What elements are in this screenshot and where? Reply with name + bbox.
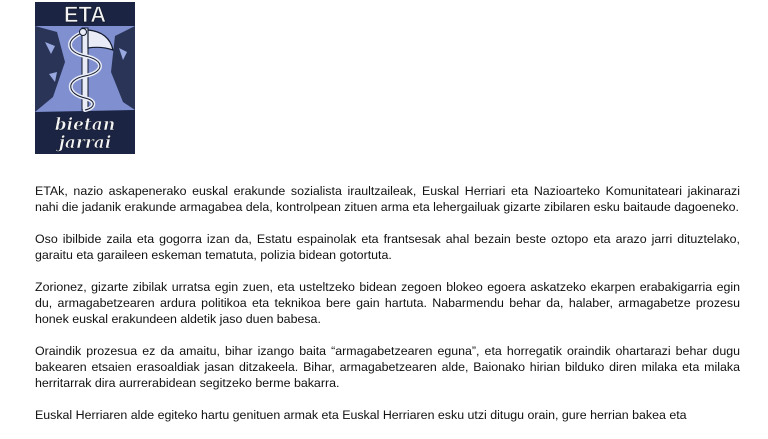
paragraph-1: ETAk, nazio askapenerako euskal erakunde sozialista iraultzaileak, Euskal Herriari eta Nazioarteko Komunitateari jakinarazi nahi die jadanik erakunde armagabea dela, kontrolpean zituen arma eta lehergailuak gizarte zibilaren esku baitaude dagoeneko.: [35, 184, 740, 214]
logo-motto-line1: bietan: [54, 115, 116, 135]
paragraph-2: Oso ibilbide zaila eta gogorra izan da, Estatu espainolak eta frantsesak ahal bezain beste oztopo eta arazo jarri dituztelako, garaitu eta garaileen eskeman tematuta, polizia bidean gotortuta.: [35, 232, 740, 262]
eta-logo: [35, 2, 135, 154]
paragraph-4: Oraindik prozesua ez da amaitu, bihar izango baita “armagabetzearen eguna”, eta horregatik oraindik ohartarazi behar dugu bakearen etsaien erasoaldiak jasan ditzakeela. Bihar, armagabetzearen alde, Baionako hirian bilduko diren milaka eta milaka herritarrak dira aurrerabidean segitzeko berme bakarra.: [35, 344, 740, 390]
logo-motto-line2: jarrai: [58, 133, 112, 153]
paragraph-3: Zorionez, gizarte zibilak urratsa egin zuen, eta usteltzeko bidean zegoen blokeo egoera askatzeko ekarpen erabakigarria egin du, armagabetzearen ardura politikoa eta teknikoa bere gain hartuta. Nabarmendu behar da, halaber, armagabetze prozesu honek euskal erakundeen aldetik jaso duen babesa.: [35, 280, 740, 326]
paragraph-5: Euskal Herriaren alde egiteko hartu genituen armak eta Euskal Herriaren esku utzi ditugu orain, gure herrian bakea eta: [35, 408, 687, 422]
snake-axe-emblem-icon: [35, 2, 135, 154]
statement-body: [35, 183, 740, 439]
logo-top-text: ETA: [63, 2, 107, 27]
